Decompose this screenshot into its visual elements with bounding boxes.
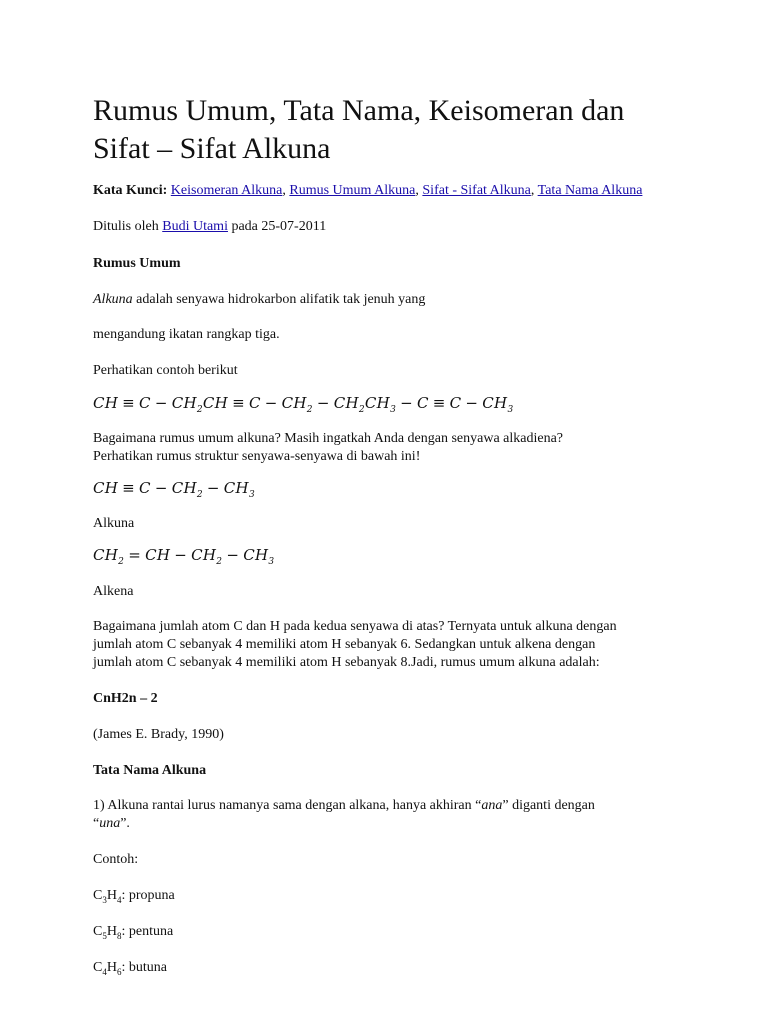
byline-date: pada 25-07-2011 (231, 219, 327, 234)
hydrogen-count: 6 (116, 966, 122, 977)
question-line-2: Perhatikan rumus struktur senyawa-senyawa di bawah ini! (93, 449, 421, 464)
keyword-link-keisomeran[interactable]: Keisomeran Alkuna (170, 183, 283, 198)
rule-1-quote-close: ”. (120, 816, 130, 831)
rule-1-ana: ana (481, 798, 503, 813)
example-butuna: $C_4H_6$: butuna (93, 960, 167, 977)
byline (93, 218, 326, 236)
label-alkuna: Alkuna (93, 516, 135, 531)
carbon-count: 5 (102, 930, 107, 941)
contoh-label: Contoh: (93, 852, 139, 867)
intro-rest: adalah senyawa hidrokarbon alifatik tak jenuh yang (136, 292, 426, 307)
question-line-1: Bagaimana rumus umum alkuna? Masih ingatkah Anda dengan senyawa alkadiena? (93, 431, 564, 446)
example-formula: CH ≡ $C - CH_2CH \equiv C - CH_2 - CH_2CH_3 - C \equiv C - CH_3$ (93, 394, 514, 415)
rule-1-text-a: 1) Alkuna rantai lurus namanya sama dengan alkana, hanya akhiran “ (93, 798, 482, 813)
rule-1-line-2 (93, 815, 130, 833)
carbon-count: 3 (102, 894, 107, 905)
compound-name: : pentuna (121, 924, 174, 939)
example-intro: Perhatikan contoh berikut (93, 363, 238, 378)
alkuna-formula: CH ≡ $C - CH_2 - CH_3$ (93, 479, 255, 500)
page-title (93, 92, 693, 168)
hydrogen-count: 8 (116, 930, 122, 941)
paragraph-line-1: Bagaimana jumlah atom C dan H pada kedua senyawa di atas? Ternyata untuk alkuna dengan (93, 619, 617, 634)
intro-line-2: mengandung ikatan rangkap tiga. (93, 327, 280, 342)
general-formula (93, 690, 158, 708)
label-alkena: Alkena (93, 584, 134, 599)
byline-prefix: Ditulis oleh (93, 219, 159, 234)
keyword-link-rumus-umum[interactable]: Rumus Umum Alkuna (289, 183, 416, 198)
intro-line-1 (93, 291, 425, 309)
paragraph-line-3: jumlah atom C sebanyak 4 memiliki atom H sebanyak 8.Jadi, rumus umum alkuna adalah: (93, 655, 600, 670)
carbon-count: 4 (102, 966, 107, 977)
rule-1-text-b: ” diganti dengan (502, 798, 595, 813)
keyword-link-sifat[interactable]: Sifat - Sifat Alkuna (422, 183, 531, 198)
paragraph-line-2: jumlah atom C sebanyak 4 memiliki atom H sebanyak 6. Sedangkan untuk alkena dengan (93, 637, 596, 652)
keywords-line: Kata Kunci: Keisomeran Alkuna, Rumus Umum Alkuna, Sifat - Sifat Alkuna, Tata Nama Alkuna (93, 183, 643, 198)
example-propuna: $C_3H_4$: propuna (93, 888, 175, 905)
keyword-link-tata-nama[interactable]: Tata Nama Alkuna (537, 183, 643, 198)
rule-1-quote-open: “ (93, 816, 100, 831)
compound-name: : butuna (121, 960, 167, 975)
general-formula-text: CnH2n – 2 (93, 691, 158, 706)
section-heading-text: Tata Nama Alkuna (93, 763, 207, 778)
keywords-label: Kata Kunci: (93, 183, 168, 198)
example-pentuna: $C_5H_8$: pentuna (93, 924, 174, 941)
section-heading-tata-nama (93, 762, 206, 780)
alkena-formula: $CH_2$ = CH − $CH_2 - CH_3$ (93, 546, 275, 567)
hydrogen-count: 4 (116, 894, 122, 905)
author-link[interactable]: Budi Utami (162, 219, 228, 234)
rule-1-una: una (99, 816, 121, 831)
section-heading-rumus-umum (93, 255, 181, 273)
citation: (James E. Brady, 1990) (93, 727, 224, 742)
title-line-1: Rumus Umum, Tata Nama, Keisomeran dan (93, 94, 625, 127)
intro-term: Alkuna (93, 292, 133, 307)
section-heading-text: Rumus Umum (93, 256, 181, 271)
compound-name: : propuna (121, 888, 175, 903)
title-line-2: Sifat – Sifat Alkuna (93, 132, 331, 165)
rule-1-line-1 (93, 797, 595, 815)
